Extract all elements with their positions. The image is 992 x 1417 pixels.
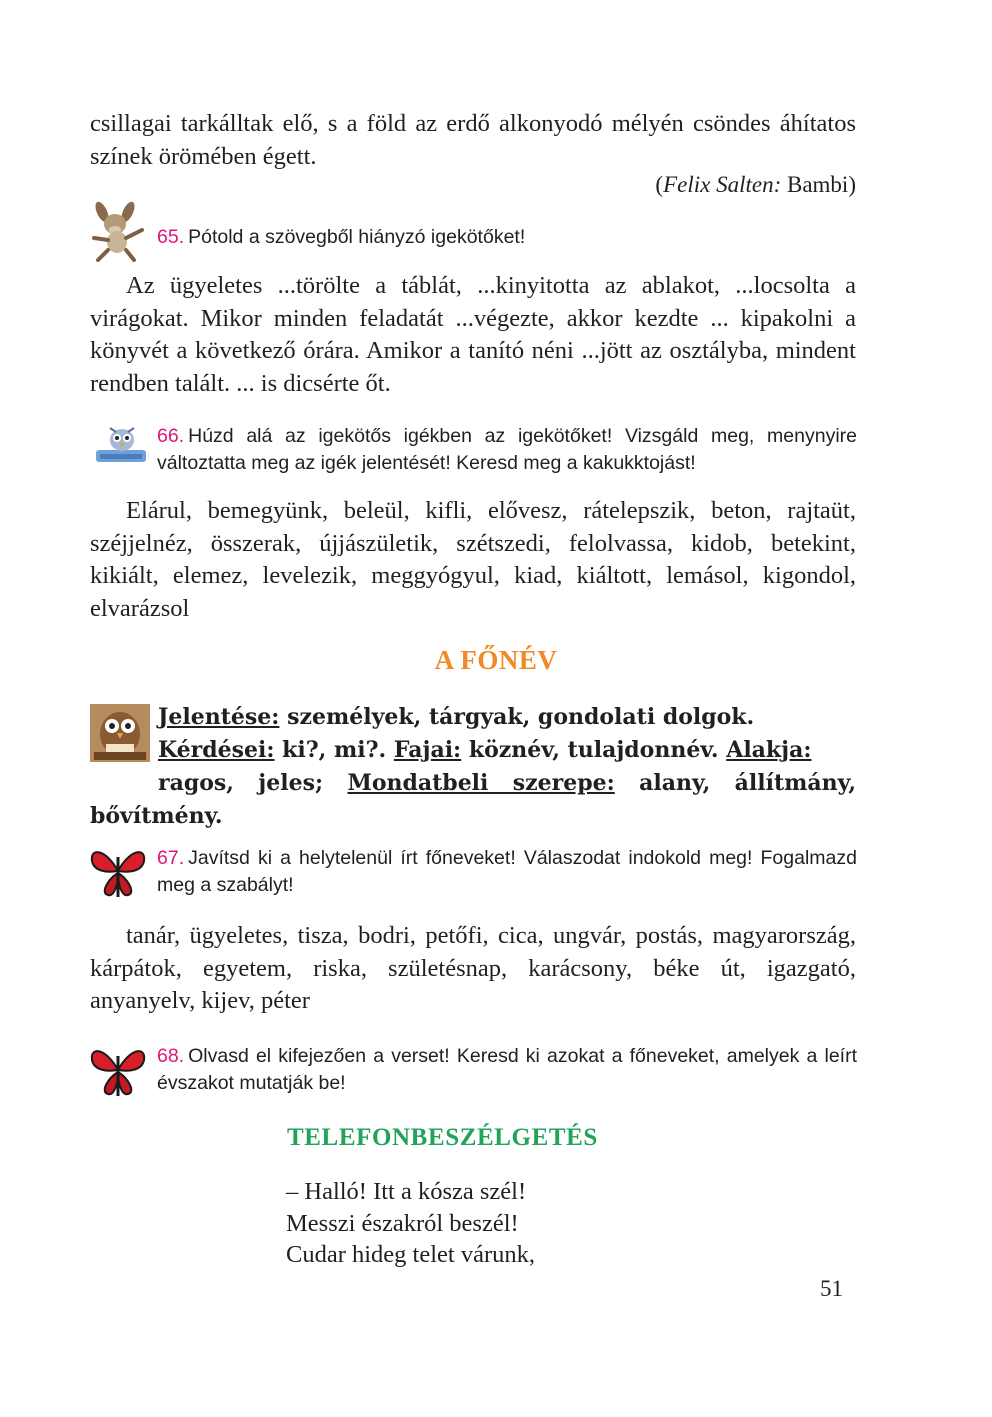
poem-title: TELEFONBESZÉLGETÉS xyxy=(287,1124,598,1151)
task-67-text: tanár, ügyeletes, tisza, bodri, petőfi, cica, ungvár, postás, magyarország, kárpátok, egyetem, riska, születésnap, karácsony, béke út, igazgató, anyanyelv, kijev, péter xyxy=(90,922,856,1014)
task-66-text: Elárul, bemegyünk, beleül, kifli, elővesz, rátelepszik, beton, rajtaüt, széjjelnéz, összerak, újjászületik, szétszedi, felolvassa, kidob, betekint, kikiált, elemez, levelezik, meggyógyul, kiad, kiáltott, lemásol, kigondol, elvarázsol xyxy=(90,497,856,622)
task-65-text: Az ügyeletes ...törölte a táblát, ...kinyitotta az ablakot, ...locsolta a virágokat. Mikor minden feladatát ...végezte, akkor kezdte ... kipakolni a könyvét a következő órára. Amikor a tanító néni ...jött az osztályba, mindent rendben talált. ... is dicsérte őt. xyxy=(90,272,856,397)
task-number: 66. xyxy=(157,425,185,447)
source-title: Bambi xyxy=(786,172,849,197)
label-fajai: Fajai: xyxy=(393,737,462,763)
page-number: 51 xyxy=(820,1276,843,1301)
quote-source: (Felix Salten: Bambi) xyxy=(655,172,856,197)
label-kerdesei: Kérdései: xyxy=(158,737,275,763)
task-number: 67. xyxy=(157,847,185,869)
butterfly-icon xyxy=(88,1042,148,1100)
noun-rule-box: Jelentése: személyek, tárgyak, gondolati dolgok. Kérdései: ki?, mi?. Fajai: köznév, tulajdonnév. Alakja: ragos, jeles; Mondatbeli szerepe: alany, állítmány, bővítmény. xyxy=(90,704,856,829)
poem-line: Messzi északról beszél! xyxy=(286,1209,519,1237)
poem-body xyxy=(286,1176,535,1271)
task-68-instruction: 68. Olvasd el kifejezően a verset! Keresd ki azokat a főneveket, amelyek a leírt évszakot mutatják be! xyxy=(157,1045,857,1094)
source-author: Felix Salten: xyxy=(663,172,782,197)
butterfly-icon xyxy=(88,843,148,901)
task-65-instruction: 65. Pótold a szövegből hiányzó igekötőket! xyxy=(157,226,526,248)
bird-icon xyxy=(92,424,150,466)
section-heading-fonev: A FŐNÉV xyxy=(434,645,558,675)
intro-paragraph: csillagai tarkálltak elő, s a föld az erdő alkonyodó mélyén csöndes áhítatos színek örömében égett. xyxy=(90,110,856,170)
label-szerepe: Mondatbeli szerepe: xyxy=(347,770,615,796)
donkey-icon xyxy=(88,200,148,262)
task-66-instruction: 66. Húzd alá az igekötős igékben az igekötőket! Vizsgáld meg, menynyire változtatta meg az igék jelentését! Keresd meg a kakukktojást! xyxy=(157,425,857,474)
poem-line: Cudar hideg telet várunk, xyxy=(286,1241,536,1268)
task-number: 68. xyxy=(157,1045,185,1067)
label-alakja: Alakja: xyxy=(726,737,812,763)
task-number: 65. xyxy=(157,226,185,248)
task-67-instruction: 67. Javítsd ki a helytelenül írt főneveket! Válaszodat indokold meg! Fogalmazd meg a szabályt! xyxy=(157,847,857,896)
label-jelentese: Jelentése: xyxy=(158,704,280,730)
poem-line: – Halló! Itt a kósza szél! xyxy=(286,1178,527,1205)
